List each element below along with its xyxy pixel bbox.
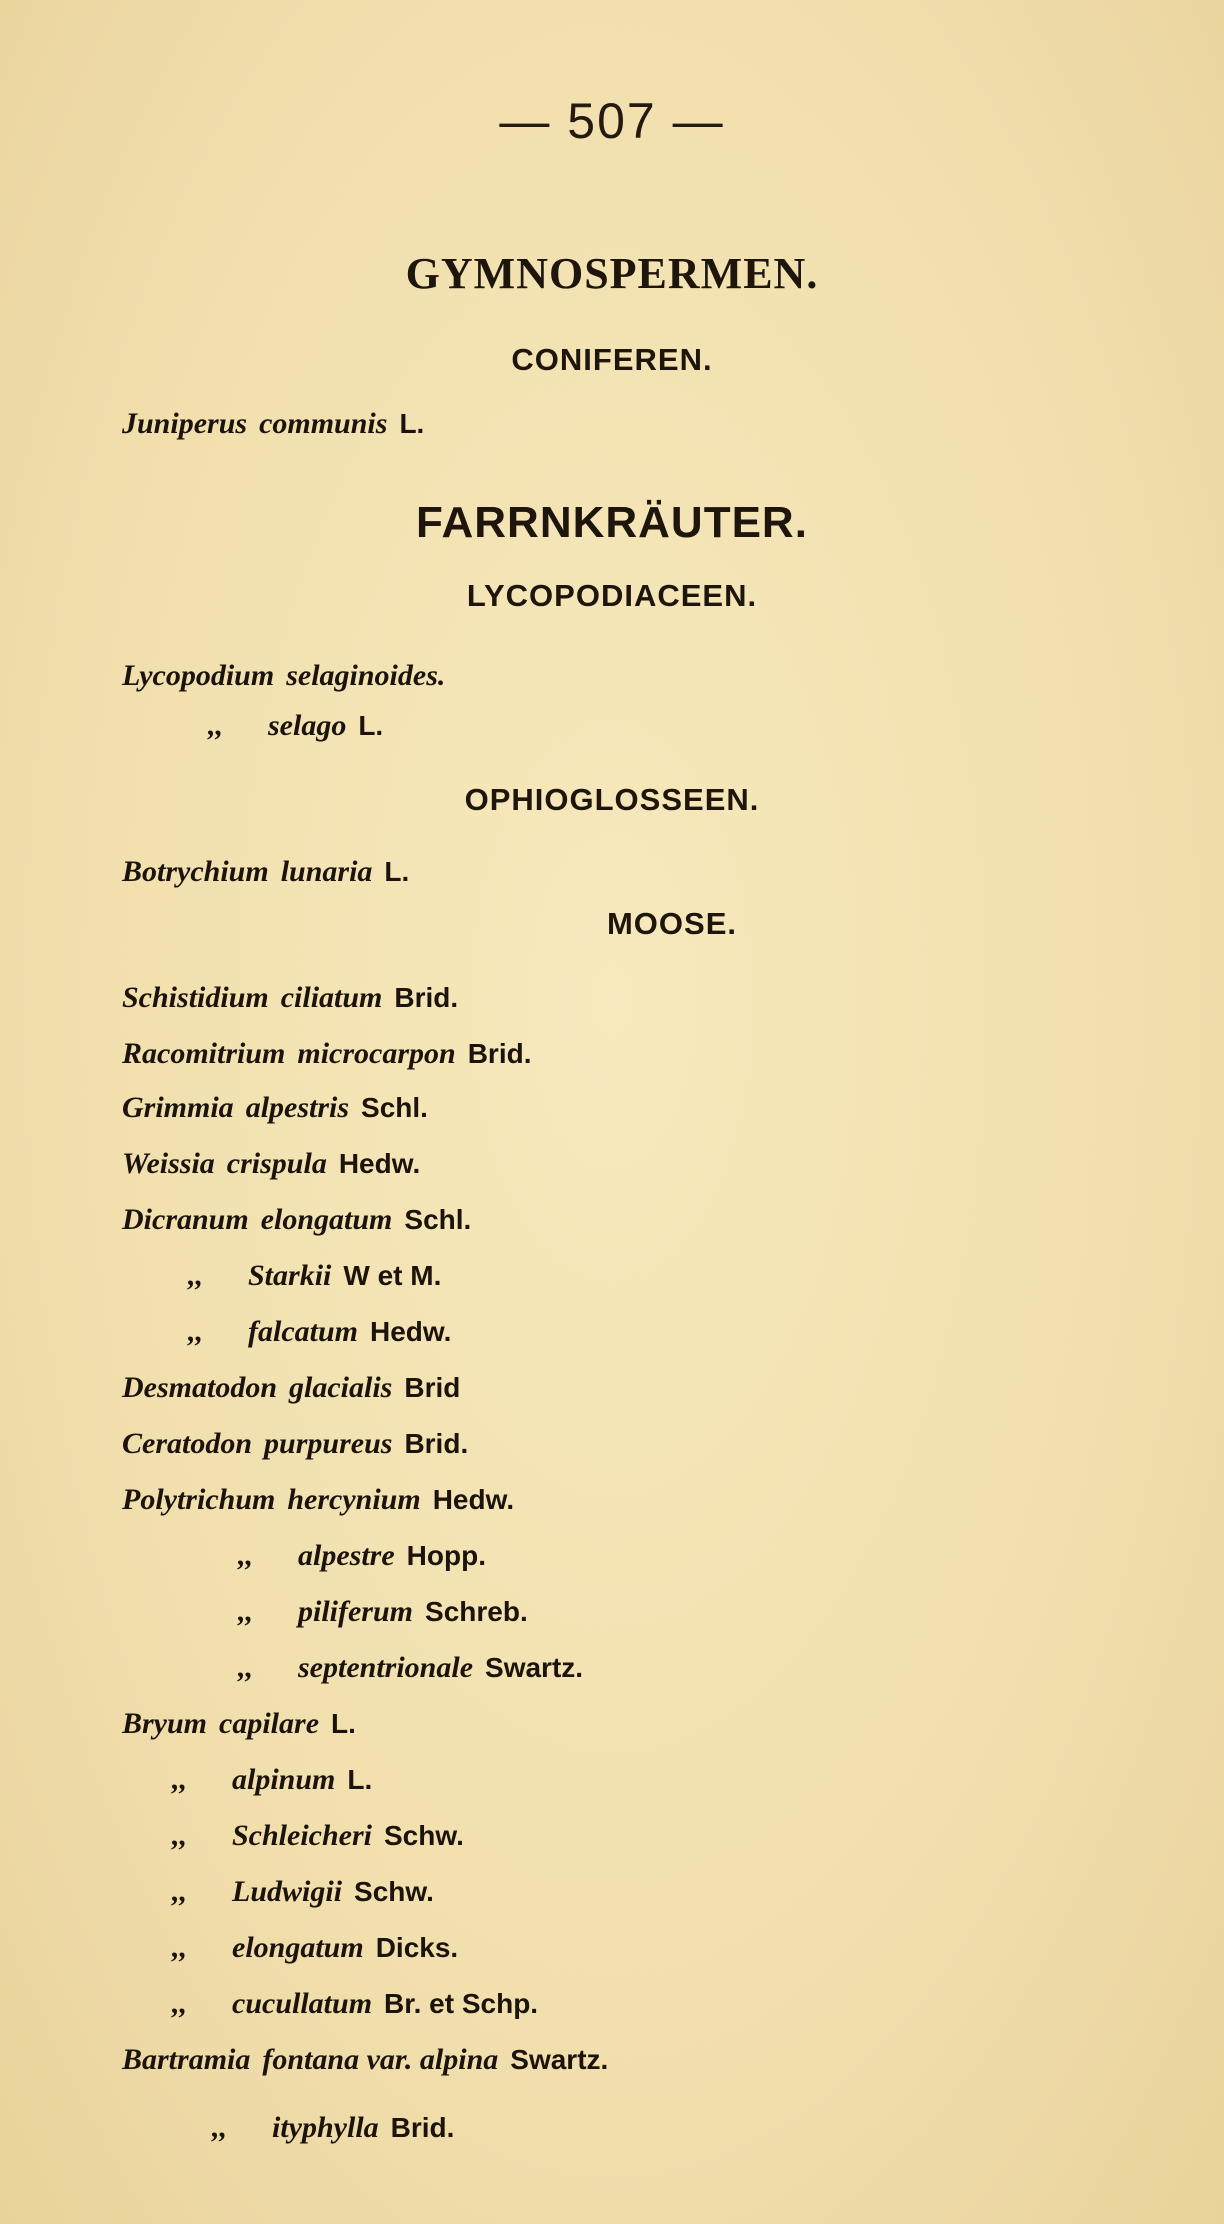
species-name: elongatum (232, 1931, 364, 1964)
genus-name: Juniperus (122, 407, 248, 440)
author-abbrev: Schreb. (425, 1596, 528, 1627)
species-name: falcatum (248, 1315, 358, 1348)
entry-botrychium (122, 854, 409, 889)
entry-bryum-schleicheri (172, 1818, 464, 1853)
entry-dicranum-starkii (188, 1258, 441, 1293)
species-name: alpestre (298, 1539, 395, 1572)
author-abbrev: Schw. (354, 1876, 434, 1907)
genus-name: Lycopodium (122, 659, 275, 692)
species-name: alpestris (245, 1091, 350, 1124)
species-name: purpureus (264, 1427, 393, 1460)
genus-name: Bartramia (122, 2043, 251, 2076)
ditto-mark: ,, (212, 2111, 227, 2144)
author-abbrev: Schl. (404, 1204, 472, 1235)
species-name: piliferum (298, 1595, 414, 1628)
genus-name: Racomitrium (122, 1037, 286, 1070)
entry-ceratodon (122, 1426, 468, 1461)
author-abbrev: L. (331, 1708, 356, 1739)
species-name: Ludwigii (232, 1875, 343, 1908)
author-abbrev: Hopp. (406, 1540, 486, 1571)
entry-bryum-ludwigii (172, 1874, 434, 1909)
author-abbrev: Hedw. (338, 1148, 421, 1179)
author-abbrev: L. (358, 710, 384, 741)
entry-racomitrium (122, 1036, 531, 1071)
ditto-mark: ,, (172, 1819, 187, 1852)
ditto-mark: ,, (208, 709, 223, 742)
genus-name: Botrychium (122, 855, 269, 888)
entry-polytrichum (122, 1482, 514, 1517)
author-abbrev: W et M. (343, 1260, 442, 1291)
species-name: septentrionale (298, 1651, 474, 1684)
author-abbrev: Schw. (384, 1820, 464, 1851)
author-abbrev: Brid. (390, 2112, 455, 2143)
ditto-mark: ,, (238, 1539, 253, 1572)
author-abbrev: Brid. (467, 1038, 532, 1069)
author-abbrev: Dicks. (375, 1932, 459, 1963)
ditto-mark: ,, (172, 1987, 187, 2020)
species-name: alpinum (232, 1763, 336, 1796)
genus-name: Schistidium (122, 981, 269, 1014)
ditto-mark: ,, (172, 1931, 187, 1964)
page-number: — 507 — (499, 93, 725, 149)
species-name: selago (268, 709, 347, 742)
entry-bryum (122, 1706, 356, 1741)
species-name: Schleicheri (232, 1819, 372, 1852)
author-abbrev: Brid. (394, 982, 459, 1013)
ditto-mark: ,, (188, 1315, 203, 1348)
heading-lycopodiaceen: LYCOPODIACEEN. (466, 578, 758, 613)
author-abbrev: L. (384, 856, 410, 887)
genus-name: Ceratodon (122, 1427, 253, 1460)
species-name: elongatum (260, 1203, 393, 1236)
genus-name: Grimmia (122, 1091, 234, 1124)
species-name: communis (259, 407, 388, 440)
species-name: Starkii (248, 1259, 332, 1292)
entry-bartramia-ityphylla (212, 2110, 454, 2145)
species-name: fontana var. alpina (262, 2043, 499, 2076)
heading-farrnkraeuter: FARRNKRÄUTER. (416, 498, 808, 547)
genus-name: Polytrichum (122, 1483, 276, 1516)
entry-polytrichum-alpestre (238, 1538, 486, 1573)
entry-polytrichum-piliferum (238, 1594, 528, 1629)
heading-coniferen: CONIFEREN. (511, 342, 713, 377)
author-abbrev: Schl. (361, 1092, 428, 1123)
author-abbrev: Hedw. (432, 1484, 515, 1515)
entry-bryum-alpinum (172, 1762, 372, 1797)
entry-bryum-elongatum (172, 1930, 458, 1965)
author-abbrev: Brid (404, 1372, 461, 1403)
author-abbrev: L. (399, 408, 425, 439)
species-name: glacialis (289, 1371, 393, 1404)
genus-name: Bryum (122, 1707, 208, 1740)
entry-schistidium (122, 980, 458, 1015)
entry-lycopodium-selago (208, 708, 383, 743)
entry-bryum-cucullatum (172, 1986, 538, 2021)
species-name: hercynium (287, 1483, 421, 1516)
species-name: selaginoides. (286, 659, 446, 692)
ditto-mark: ,, (188, 1259, 203, 1292)
author-abbrev: Swartz. (485, 1652, 584, 1683)
ditto-mark: ,, (238, 1651, 253, 1684)
heading-ophioglosseen: OPHIOGLOSSEEN. (464, 782, 760, 817)
author-abbrev: L. (347, 1764, 373, 1795)
ditto-mark: ,, (238, 1595, 253, 1628)
ditto-mark: ,, (172, 1763, 187, 1796)
entry-desmatodon (122, 1370, 460, 1405)
genus-name: Dicranum (122, 1203, 249, 1236)
entry-bartramia (122, 2042, 608, 2077)
entry-polytrichum-septentrionale (238, 1650, 583, 1685)
genus-name: Weissia (122, 1147, 215, 1180)
heading-gymnospermen: GYMNOSPERMEN. (405, 249, 819, 298)
genus-name: Desmatodon (122, 1371, 278, 1404)
entry-dicranum (122, 1202, 471, 1237)
entry-lycopodium-selaginoides (122, 658, 445, 693)
species-name: cucullatum (232, 1987, 373, 2020)
species-name: ciliatum (280, 981, 383, 1014)
heading-moose: MOOSE. (606, 906, 737, 941)
author-abbrev: Br. et Schp. (384, 1988, 539, 2019)
author-abbrev: Brid. (404, 1428, 469, 1459)
species-name: ityphylla (272, 2111, 379, 2144)
species-name: lunaria (280, 855, 373, 888)
entry-weissia (122, 1146, 420, 1181)
species-name: crispula (226, 1147, 327, 1180)
entry-juniperus (122, 406, 424, 441)
species-name: capilare (219, 1707, 320, 1740)
ditto-mark: ,, (172, 1875, 187, 1908)
author-abbrev: Swartz. (510, 2044, 609, 2075)
author-abbrev: Hedw. (370, 1316, 452, 1347)
species-name: microcarpon (297, 1037, 456, 1070)
entry-grimmia (122, 1090, 428, 1125)
entry-dicranum-falcatum (188, 1314, 451, 1349)
